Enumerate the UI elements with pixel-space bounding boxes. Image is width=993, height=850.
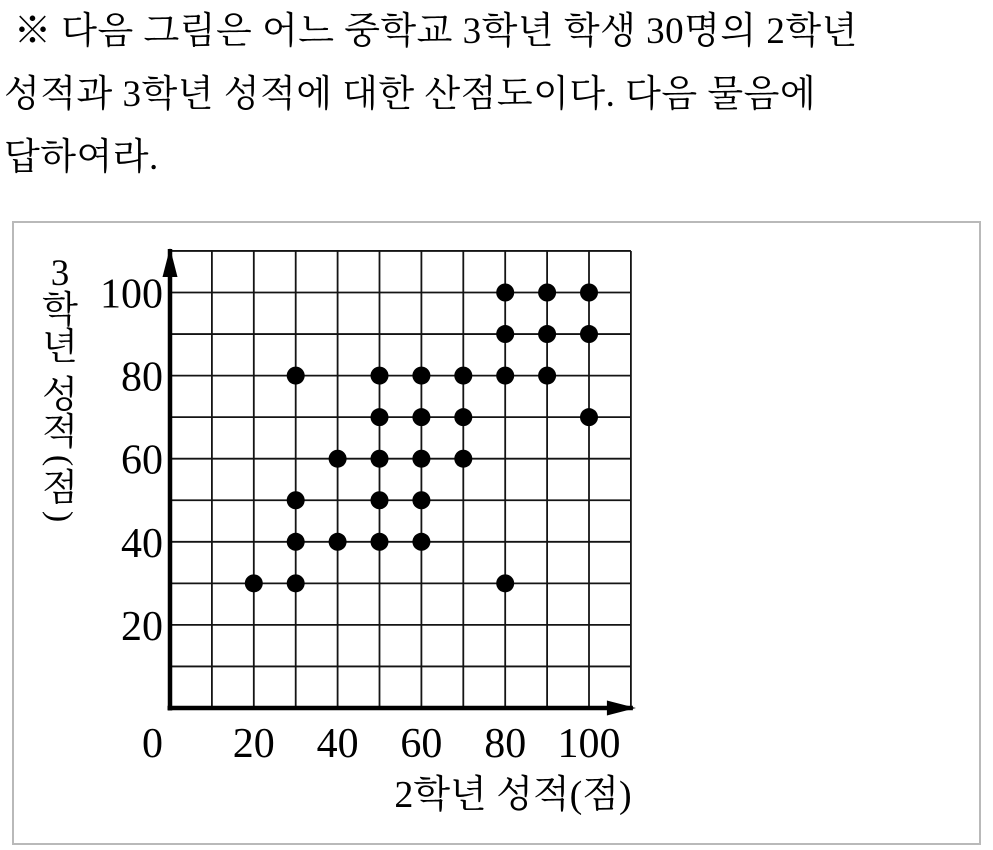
data-point [287,574,305,592]
y-tick-label: 60 [121,437,163,484]
problem-statement [4,0,964,189]
data-point [454,367,472,385]
y-axis-arrow-icon [163,248,178,277]
y-axis-title-char: 적 [42,412,78,453]
data-point [412,533,430,551]
data-point [287,533,305,551]
scatter-plot [14,223,979,843]
figure-box [12,221,981,845]
data-point [412,491,430,509]
y-tick-label: 40 [121,520,163,567]
data-point [538,325,556,343]
y-axis-title-char: 학 [42,290,78,331]
data-point [538,367,556,385]
y-axis-title-char: 3 [50,253,70,294]
y-tick-label: 100 [100,271,163,318]
x-tick-label: 100 [557,721,621,767]
data-point [496,284,514,302]
data-point [371,408,389,426]
data-point [580,284,598,302]
x-tick-label: 20 [232,721,275,767]
x-tick-label: 80 [484,721,527,767]
data-point [371,367,389,385]
data-point [412,367,430,385]
data-point [496,325,514,343]
data-point [496,367,514,385]
problem-line: ※ 다음 그림은 어느 중학교 3학년 학생 30명의 2학년 [14,11,858,52]
y-tick-label: 80 [121,354,163,401]
data-point [538,284,556,302]
x-axis-title: 2학년 성적(점) [394,774,632,816]
y-axis-title-char: ( [41,454,79,467]
data-point [329,533,347,551]
data-point [412,450,430,468]
data-point [580,408,598,426]
y-axis-title-char: 년 [42,327,78,368]
data-point [371,491,389,509]
origin-label: 0 [142,721,163,767]
data-point [412,408,430,426]
data-point [329,450,347,468]
y-tick-label: 20 [121,603,163,650]
data-point [371,533,389,551]
problem-line: 성적과 3학년 성적에 대한 산점도이다. 다음 물음에 [4,74,817,115]
y-axis-title-char: 성 [42,375,78,416]
data-point [496,574,514,592]
problem-line: 답하여라. [4,137,159,178]
x-tick-label: 40 [316,721,359,767]
data-point [580,325,598,343]
x-tick-label: 60 [400,721,443,767]
data-point [371,450,389,468]
data-point [287,491,305,509]
data-point [245,574,263,592]
data-point [454,408,472,426]
data-point [287,367,305,385]
y-axis-title-char: 점 [42,468,78,509]
data-point [454,450,472,468]
y-axis-title-char: ) [41,510,79,523]
